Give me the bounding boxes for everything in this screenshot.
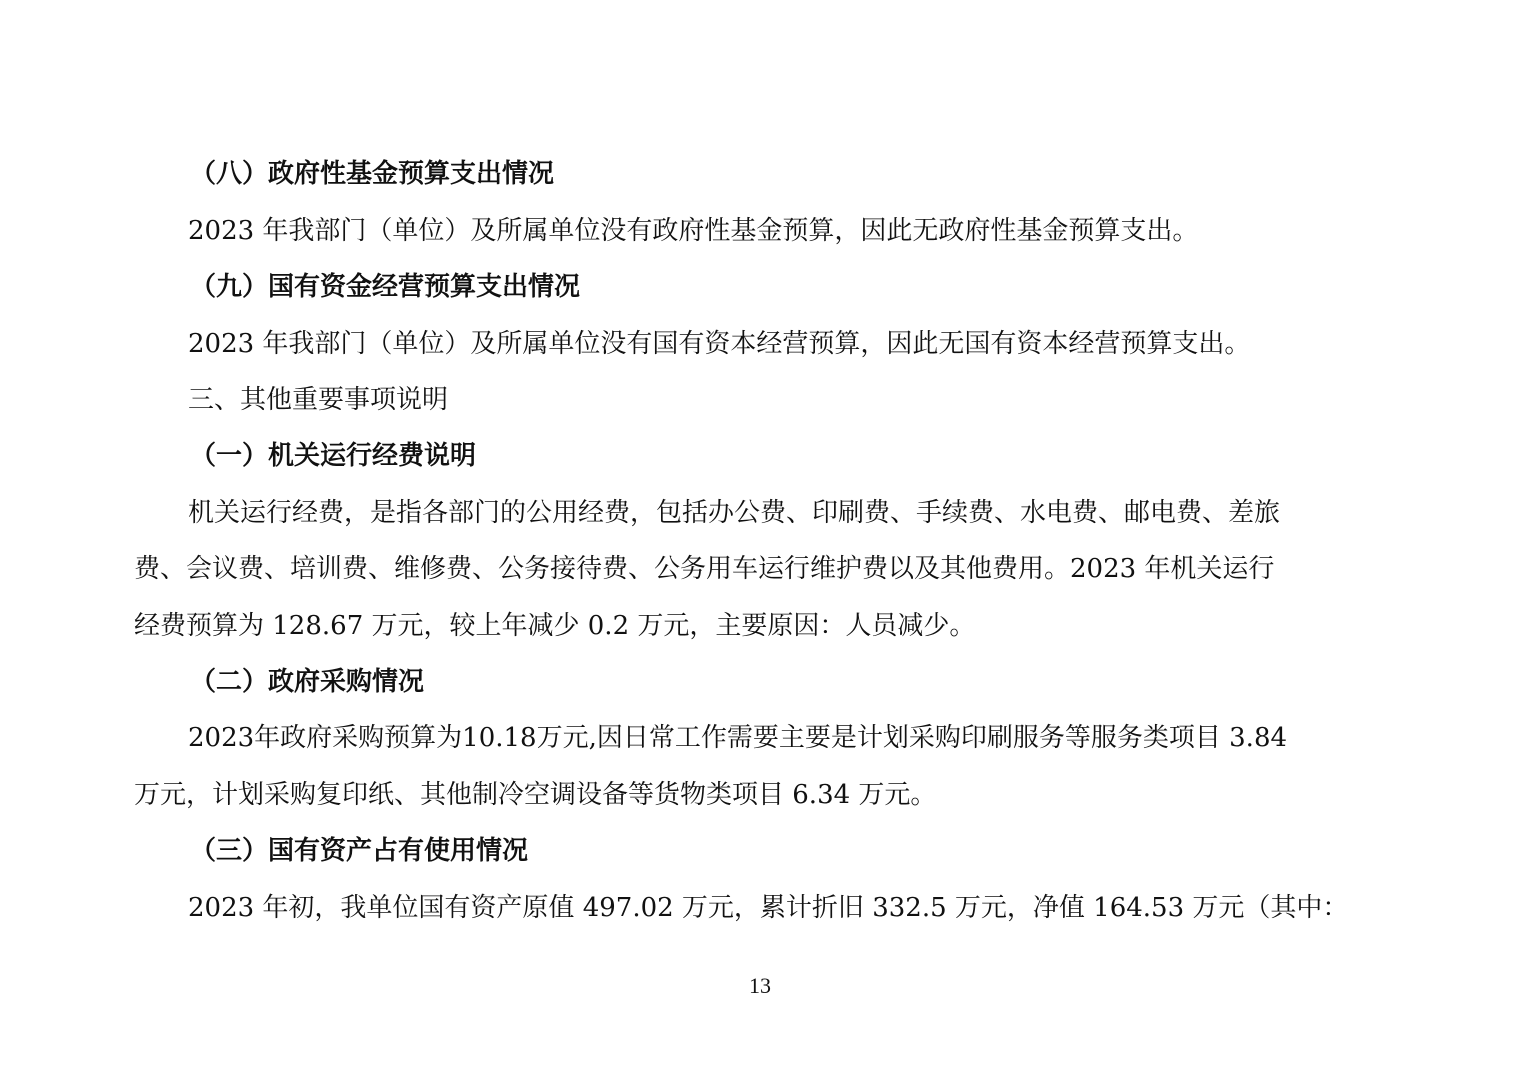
heading-government-procurement: （二）政府采购情况 <box>190 667 425 697</box>
paragraph-government-fund-expenditure: 2023 年我部门（单位）及所属单位没有政府性基金预算，因此无政府性基金预算支出。 <box>188 216 1199 246</box>
paragraph-government-procurement-line-1: 2023年政府采购预算为10.18万元,因日常工作需要主要是计划采购印刷服务等服务类项目 3.84 <box>188 723 1288 753</box>
heading-government-fund-expenditure: （八）政府性基金预算支出情况 <box>190 159 555 189</box>
section-title-other-matters: 三、其他重要事项说明 <box>188 385 449 415</box>
paragraph-state-assets: 2023 年初，我单位国有资产原值 497.02 万元，累计折旧 332.5 万元，净值 164.53 万元（其中： <box>188 893 1349 923</box>
page-number: 13 <box>749 973 771 998</box>
paragraph-government-procurement-line-2: 万元，计划采购复印纸、其他制冷空调设备等货物类项目 6.34 万元。 <box>134 780 937 810</box>
heading-office-operating-expenses: （一）机关运行经费说明 <box>190 441 477 471</box>
heading-state-capital-expenditure: （九）国有资金经营预算支出情况 <box>190 272 581 302</box>
paragraph-office-operating-expenses-line-2: 费、会议费、培训费、维修费、公务接待费、公务用车运行维护费以及其他费用。2023 年机关运行 <box>134 554 1275 584</box>
paragraph-office-operating-expenses-line-3: 经费预算为 128.67 万元，较上年减少 0.2 万元，主要原因：人员减少。 <box>134 611 976 641</box>
paragraph-state-capital-expenditure: 2023 年我部门（单位）及所属单位没有国有资本经营预算，因此无国有资本经营预算支出。 <box>188 329 1251 359</box>
paragraph-office-operating-expenses-line-1: 机关运行经费，是指各部门的公用经费，包括办公费、印刷费、手续费、水电费、邮电费、差旅 <box>188 498 1281 528</box>
heading-state-assets: （三）国有资产占有使用情况 <box>190 836 529 866</box>
